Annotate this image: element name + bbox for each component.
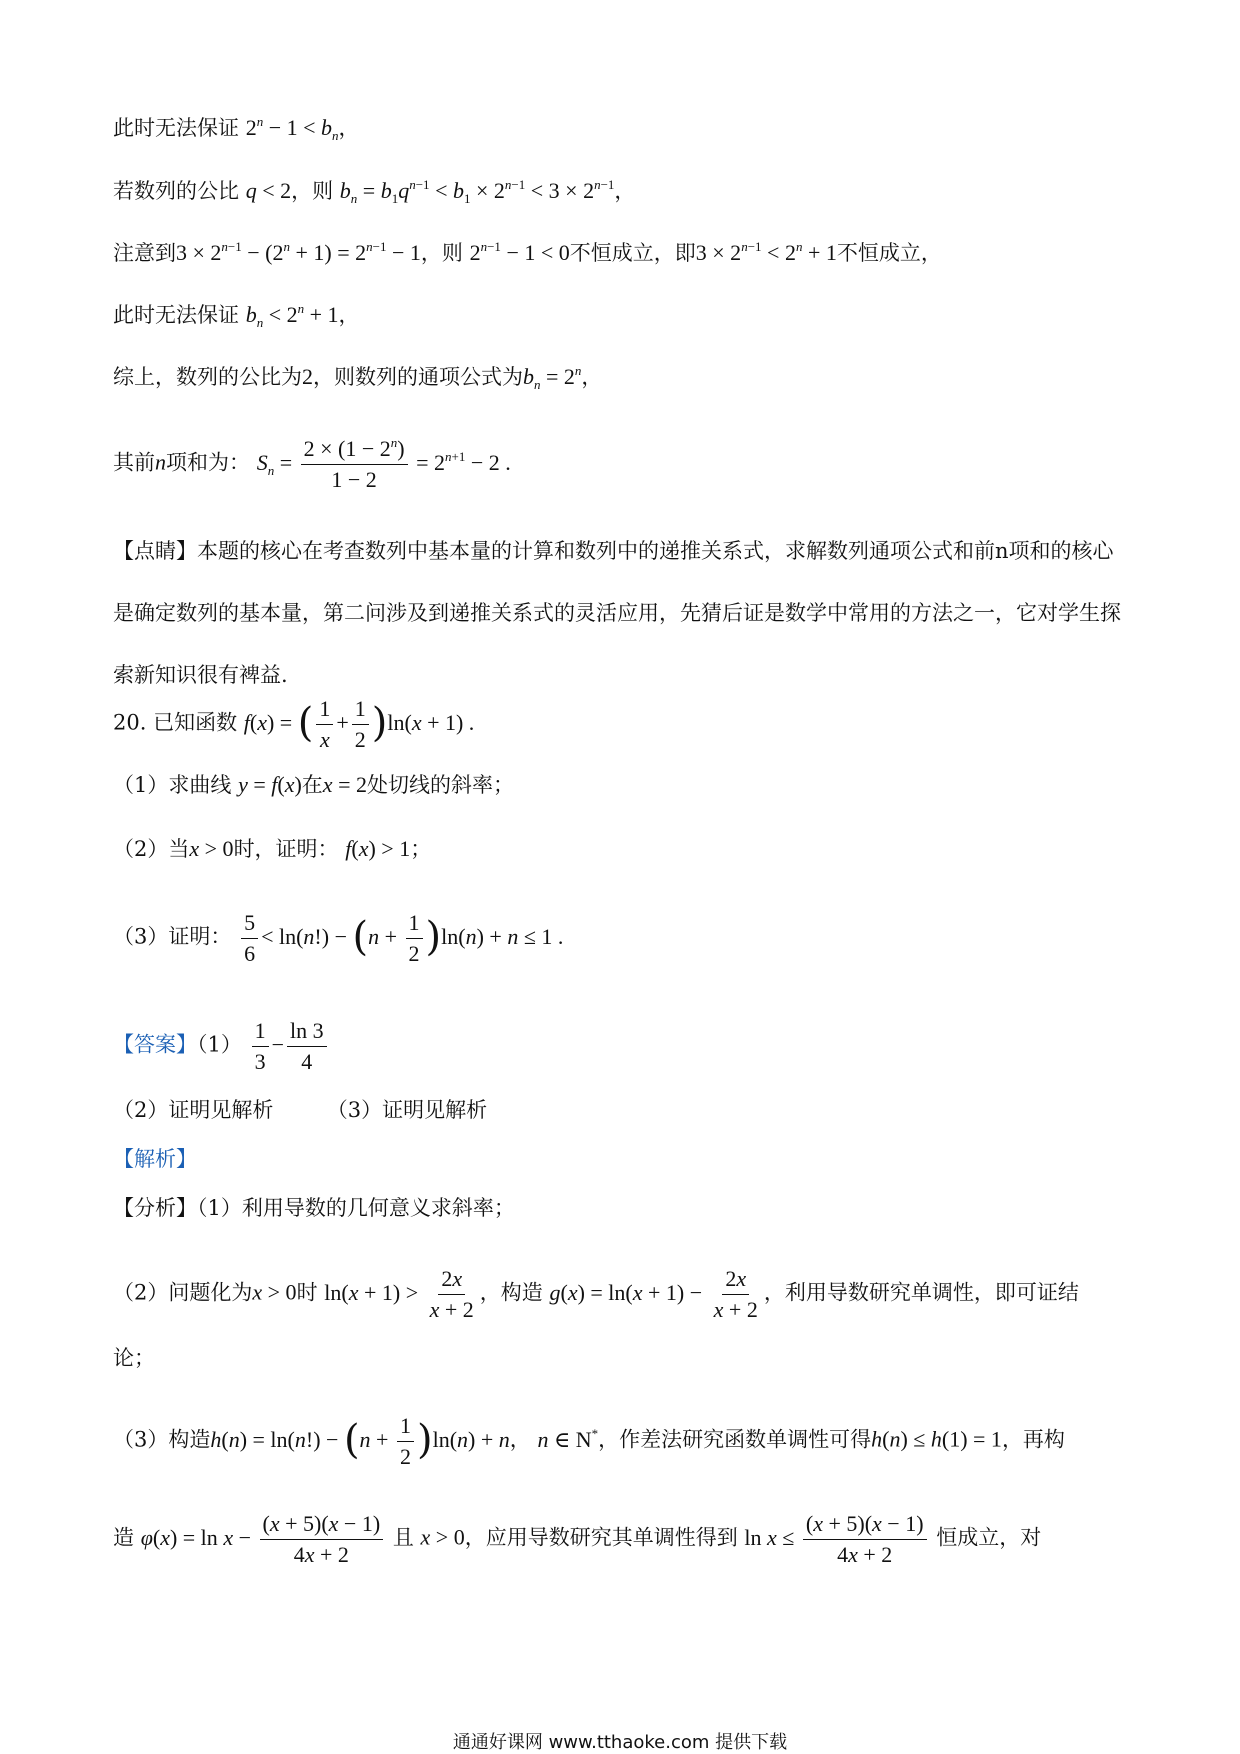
text-line: 若数列的公比 q < 2，则 $b_n = b_1q^{n-1} < b_1 \times 2^{n-1} < 3 \times 2^{n-1}$， (113, 177, 636, 206)
line-text: （2）问题化为 (113, 1280, 253, 1305)
line-text: 不恒成立，即 (569, 241, 696, 265)
line-text: （1） (197, 1032, 242, 1057)
fenxi-line (113, 1511, 1130, 1568)
math-expression: $3 \times 2^{n-1} < 2^n + 1$ (695, 239, 837, 265)
math-expression: $b_n < 2^n + 1$ (245, 301, 339, 330)
dianjing-text: 本题的核心在考查数列中基本量的计算和数列中的递推关系式，求解数列通项公式和前n项和的核心是确定数列的基本量，第二问涉及到递推关系式的灵活应用，先猜后证是数学中常用的方法之一，它对学生探索新知识很有裨益. (113, 539, 1121, 687)
math-expression: $S_n$ = $\frac{2 \times (1 - 2^n)}{1 - 2}$ = $2^{n+1} - 2$ . (256, 435, 511, 492)
line-text: 造 (113, 1525, 134, 1550)
math-expression: ln(x + 1) > $\frac{2x}{x + 2}$ (324, 1266, 474, 1322)
math-expression: $\frac{5}{6}$ < ln(n!) − (n + $\frac{1}{2}$ )ln(n) + n ≤ 1 . (238, 924, 563, 949)
question-20 (113, 696, 1130, 753)
answer-tag: 【答案】 (113, 1032, 197, 1057)
math-expression: x = 2 (322, 772, 367, 797)
math-expression: f(x) > 1 (345, 836, 411, 861)
math-expression: $b_n = b_1q^{n-1} < b_1 \times 2^{n-1} < 3 \times 2^{n-1}$ (339, 177, 615, 206)
sub-question-1 (113, 770, 1130, 800)
line-text: 不恒成立， (836, 241, 942, 265)
jiexi-line (113, 1144, 1130, 1174)
line-text: ，作差法研究函数单调性可得 (598, 1427, 872, 1452)
math-expression: $2^n - 1 < b_n$ (245, 114, 339, 143)
line-text: 处切线的斜率； (366, 773, 514, 797)
line-text: 其前 (113, 450, 155, 475)
line-text: 在 (301, 773, 323, 797)
math-expression: $b_n = 2^n$ (523, 363, 582, 392)
line-text: 综上，数列的公比为 (113, 365, 302, 389)
math-expression: g(x) = ln(x + 1) − $\frac{2x}{x + 2}$ (549, 1266, 758, 1322)
math-expression: n (155, 449, 166, 475)
math-expression: $2^{n-1} - 1 < 0$ (469, 239, 570, 265)
jiexi-tag: 【解析】 (113, 1147, 197, 1171)
page-footer: 通通好课网 www.tthaoke.com 提供下载 (452, 1732, 788, 1753)
math-expression: φ(x) = ln x − $\frac{(x + 5)(x - 1)}{4x + 2}$ (141, 1525, 386, 1550)
line-text: ，应用导数研究其单调性得到 (464, 1525, 738, 1550)
dianjing-tag: 【点睛】 (113, 539, 197, 563)
line-text: 注意到 (113, 241, 176, 265)
line-text: 此时无法保证 (113, 116, 239, 140)
line-text: ，利用导数研究单调性，即可证结 (763, 1280, 1079, 1305)
line-text: ，再构 (1001, 1427, 1065, 1452)
line-text: 时，证明： (233, 837, 339, 861)
text-line (113, 436, 1130, 493)
math-expression: h(n) = ln(n!) − (n + $\frac{1}{2}$ )ln(n) + n (210, 1413, 510, 1469)
text-line: 综上，数列的公比为2，则数列的通项公式为$b_n = 2^n$， (113, 363, 603, 392)
line-text: 且 (392, 1525, 414, 1550)
fenxi-line (113, 1266, 1130, 1323)
line-text: （2）当 (113, 837, 190, 861)
math-expression: $3 \times 2^{n-1} - (2^n + 1) = 2^{n-1} - 1$ (176, 239, 421, 265)
text-line (113, 238, 1130, 268)
math-expression: n ∈ N* (537, 1425, 599, 1452)
line-text: 若数列的公比 (113, 179, 239, 203)
fraction: $\frac{2 \times (1 - 2^n)}{1 - 2}$ (301, 436, 408, 493)
line-text: ，则 (291, 179, 334, 203)
line-text: ，则数列的通项公式为 (313, 365, 523, 389)
line-text: ，构造 (479, 1280, 543, 1305)
fenxi-tag: 【分析】 (113, 1196, 197, 1220)
text-line: 此时无法保证 $2^n - 1 < b_n$， (113, 114, 360, 143)
line-text: 项和为： (166, 450, 250, 475)
math-expression: h(n) ≤ h(1) = 1 (871, 1426, 1002, 1452)
math-expression: x > 0 (420, 1524, 465, 1550)
fenxi-line (113, 1193, 1130, 1223)
sub-question-3 (113, 910, 1130, 967)
math-expression: x > 0 (189, 836, 234, 861)
line-text: （3）证明： (113, 924, 232, 949)
answer-line (113, 1095, 1130, 1125)
math-expression: x > 0 (252, 1279, 297, 1305)
text-line: 此时无法保证 $b_n < 2^n + 1$， (113, 301, 360, 330)
line-text: （3）构造 (113, 1427, 211, 1452)
math-expression: 2 (302, 364, 313, 389)
line-text: 此时无法保证 (113, 303, 239, 327)
fenxi-line (113, 1343, 1130, 1373)
sub-question-2: （2）当x > 0时，证明： f(x) > 1； (113, 836, 432, 861)
line-text: ，则 (420, 241, 463, 265)
question-number: 20. 已知函数 (113, 710, 238, 735)
answer-line (113, 1018, 1130, 1075)
line-text: （3）证明见解析 (326, 1098, 488, 1122)
line-text: （2）证明见解析 (113, 1098, 274, 1122)
line-text: 论； (113, 1346, 155, 1370)
line-text: （1）求曲线 (113, 773, 232, 797)
line-text: 恒成立，对 (936, 1525, 1042, 1550)
line-text: 时 (296, 1280, 318, 1305)
math-expression: y = f(x) (238, 772, 302, 797)
commentary-paragraph (113, 520, 1130, 706)
math-expression: $\frac{1}{3}$ − $\frac{\ln 3}{4}$ (249, 1032, 330, 1057)
fenxi-line: （3）构造h(n) = ln(n!) − (n + $\frac{1}{2}$ )ln(n) + n， n ∈ N*，作差法研究函数单调性可得h(n) ≤ h(1) = 1，再构 (113, 1413, 1065, 1469)
math-expression: f(x) = ( $\frac{1}{x}$ + $\frac{1}{2}$ )ln(x + 1) . (243, 696, 475, 752)
line-text: （1）利用导数的几何意义求斜率； (197, 1196, 515, 1220)
math-expression: ln x ≤ $\frac{(x + 5)(x - 1)}{4x + 2}$ (744, 1525, 929, 1550)
math-expression: q < 2 (245, 178, 292, 203)
